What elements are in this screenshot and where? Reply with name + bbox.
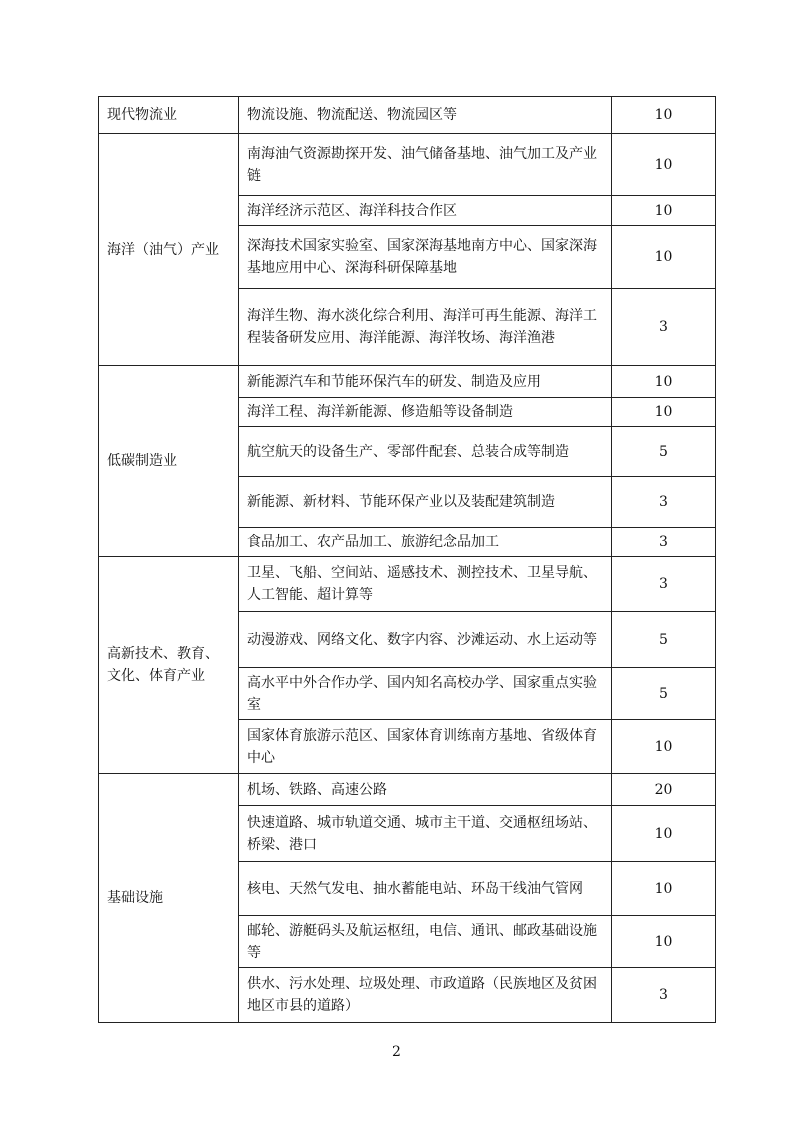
score-cell: 3: [612, 528, 716, 557]
score-cell: 10: [612, 862, 716, 916]
item-cell: 国家体育旅游示范区、国家体育训练南方基地、省级体育中心: [239, 720, 612, 774]
category-cell: 基础设施: [99, 774, 239, 1023]
table-row: [99, 366, 716, 398]
category-cell: 低碳制造业: [99, 366, 239, 557]
score-cell: 3: [612, 289, 716, 366]
table-row: [99, 134, 716, 196]
table-row: [99, 97, 716, 134]
item-cell: 核电、天然气发电、抽水蓄能电站、环岛干线油气管网: [239, 862, 612, 916]
item-cell: 航空航天的设备生产、零部件配套、总装合成等制造: [239, 427, 612, 477]
score-cell: 10: [612, 366, 716, 398]
item-cell: 海洋工程、海洋新能源、修造船等设备制造: [239, 398, 612, 427]
score-cell: 5: [612, 668, 716, 720]
item-cell: 食品加工、农产品加工、旅游纪念品加工: [239, 528, 612, 557]
item-cell: 海洋经济示范区、海洋科技合作区: [239, 196, 612, 226]
score-cell: 10: [612, 196, 716, 226]
score-cell: 10: [612, 226, 716, 289]
score-cell: 3: [612, 968, 716, 1023]
category-cell: 高新技术、教育、文化、体育产业: [99, 557, 239, 774]
score-cell: 10: [612, 134, 716, 196]
item-cell: 快速道路、城市轨道交通、城市主干道、交通枢纽场站、桥梁、港口: [239, 806, 612, 862]
score-cell: 10: [612, 916, 716, 968]
score-cell: 5: [612, 612, 716, 668]
score-cell: 10: [612, 97, 716, 134]
item-cell: 新能源汽车和节能环保汽车的研发、制造及应用: [239, 366, 612, 398]
table-row: [99, 774, 716, 806]
category-cell: 海洋（油气）产业: [99, 134, 239, 366]
table-row: [99, 557, 716, 612]
item-cell: 物流设施、物流配送、物流园区等: [239, 97, 612, 134]
item-cell: 卫星、飞船、空间站、遥感技术、测控技术、卫星导航、人工智能、超计算等: [239, 557, 612, 612]
item-cell: 高水平中外合作办学、国内知名高校办学、国家重点实验室: [239, 668, 612, 720]
item-cell: 深海技术国家实验室、国家深海基地南方中心、国家深海基地应用中心、深海科研保障基地: [239, 226, 612, 289]
item-cell: 新能源、新材料、节能环保产业以及装配建筑制造: [239, 477, 612, 528]
item-cell: 海洋生物、海水淡化综合利用、海洋可再生能源、海洋工程装备研发应用、海洋能源、海洋牧场、海洋渔港: [239, 289, 612, 366]
category-cell: 现代物流业: [99, 97, 239, 134]
item-cell: 邮轮、游艇码头及航运枢纽，电信、通讯、邮政基础设施等: [239, 916, 612, 968]
score-cell: 10: [612, 398, 716, 427]
item-cell: 动漫游戏、网络文化、数字内容、沙滩运动、水上运动等: [239, 612, 612, 668]
score-cell: 3: [612, 477, 716, 528]
item-cell: 供水、污水处理、垃圾处理、市政道路（民族地区及贫困地区市县的道路）: [239, 968, 612, 1023]
score-cell: 5: [612, 427, 716, 477]
item-cell: 南海油气资源勘探开发、油气储备基地、油气加工及产业链: [239, 134, 612, 196]
score-cell: 10: [612, 720, 716, 774]
industry-score-table: [98, 96, 716, 1023]
page-number: 2: [392, 1044, 401, 1060]
score-cell: 10: [612, 806, 716, 862]
score-cell: 3: [612, 557, 716, 612]
score-cell: 20: [612, 774, 716, 806]
item-cell: 机场、铁路、高速公路: [239, 774, 612, 806]
